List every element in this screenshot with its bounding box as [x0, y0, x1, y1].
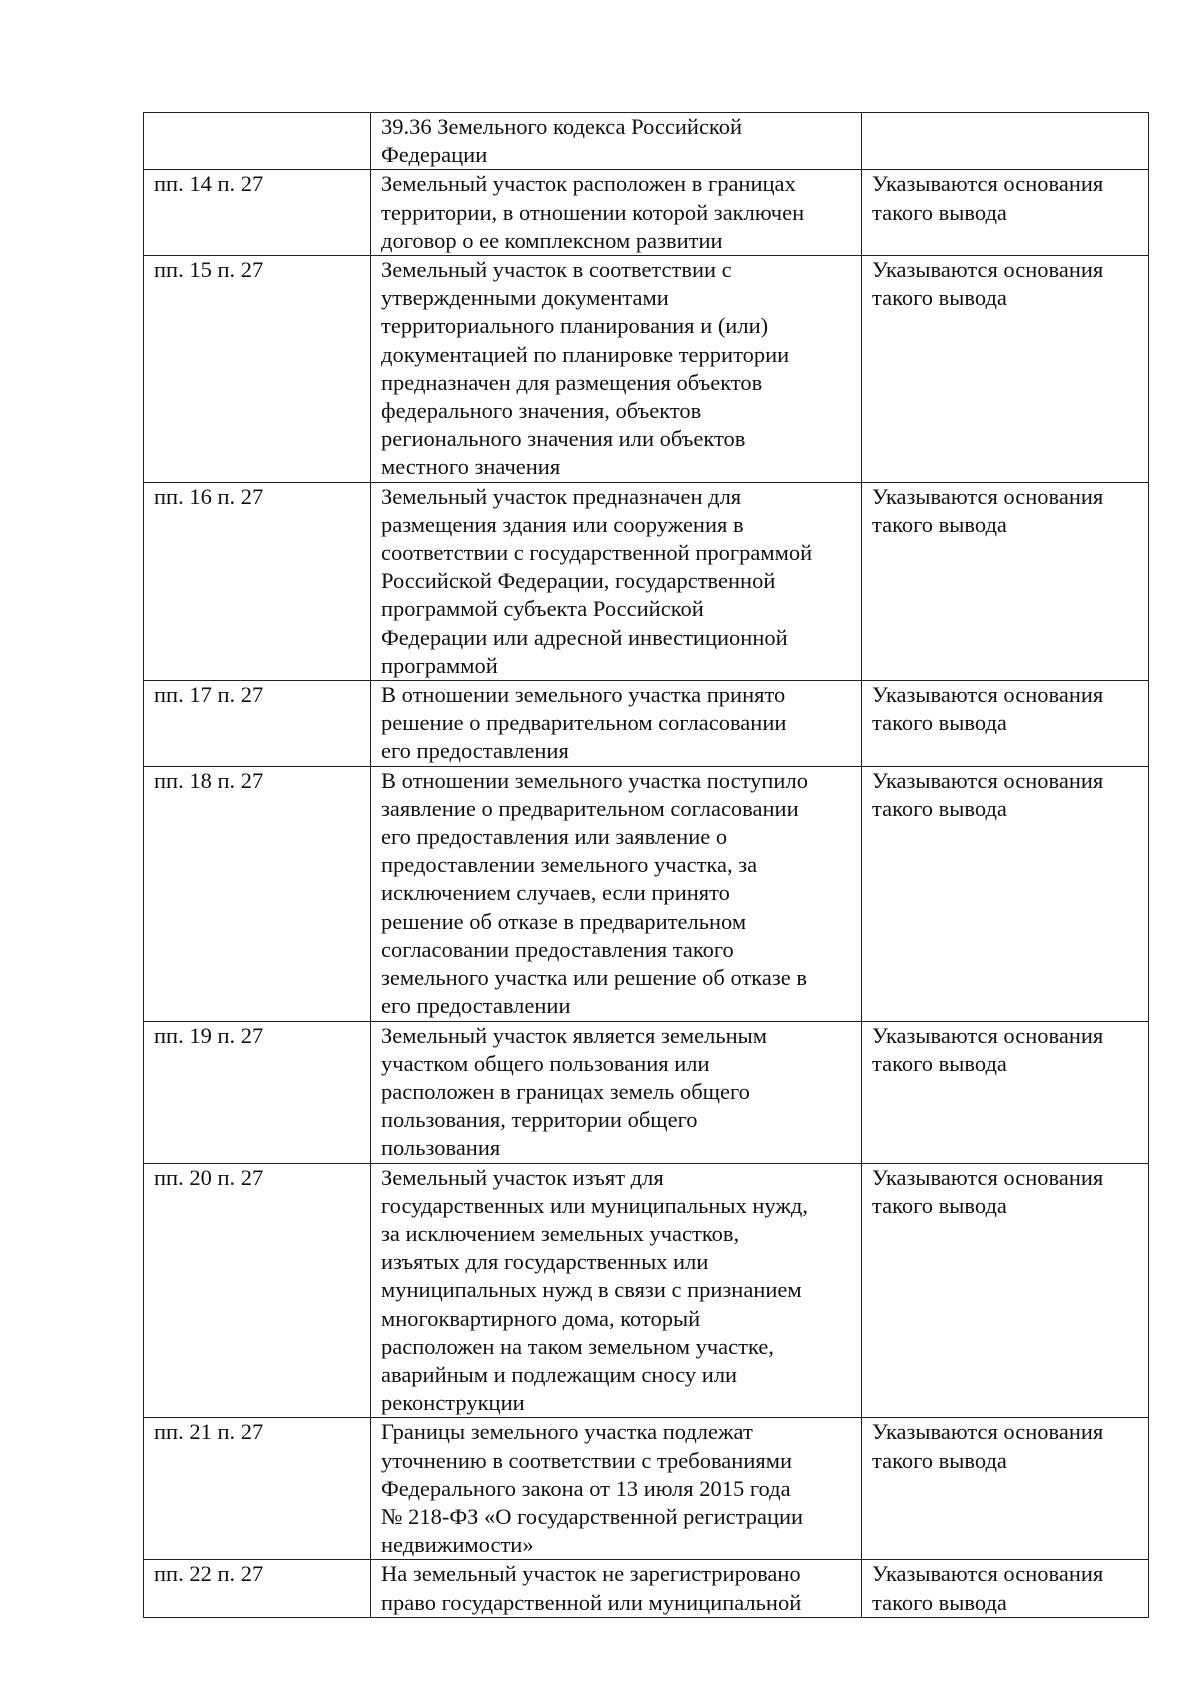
note-cell: Указываются основания такого вывода: [862, 681, 1149, 767]
condition-cell: 39.36 Земельного кодекса Российской Федерации: [371, 113, 862, 170]
condition-cell: Земельный участок в соответствии с утвержденными документами территориального планирования и (или) документацией по планировке территории предназначен для размещения объектов федерального значения, объектов регионального значения или объектов местного значения: [371, 256, 862, 483]
ref-cell: пп. 14 п. 27: [144, 170, 371, 256]
table-row: [144, 681, 1149, 767]
note-cell: Указываются основания такого вывода: [862, 482, 1149, 680]
ref-cell: пп. 22 п. 27: [144, 1560, 371, 1617]
ref-cell: пп. 19 п. 27: [144, 1021, 371, 1163]
table-row: [144, 113, 1149, 170]
table-row: [144, 1021, 1149, 1163]
ref-cell: пп. 16 п. 27: [144, 482, 371, 680]
note-cell: Указываются основания такого вывода: [862, 170, 1149, 256]
condition-cell: Земельный участок расположен в границах территории, в отношении которой заключен договор о ее комплексном развитии: [371, 170, 862, 256]
note-cell: Указываются основания такого вывода: [862, 256, 1149, 483]
condition-cell: На земельный участок не зарегистрировано право государственной или муниципальной: [371, 1560, 862, 1617]
table-row: [144, 766, 1149, 1021]
condition-cell: Земельный участок предназначен для размещения здания или сооружения в соответствии с государственной программой Российской Федерации, государственной программой субъекта Российской Федерации или адресной инвестиционной программой: [371, 482, 862, 680]
ref-cell: пп. 15 п. 27: [144, 256, 371, 483]
table-row: [144, 1163, 1149, 1418]
condition-cell: Земельный участок изъят для государственных или муниципальных нужд, за исключением земельных участков, изъятых для государственных или муниципальных нужд в связи с признанием многоквартирного дома, который расположен на таком земельном участке, аварийным и подлежащим сносу или реконструкции: [371, 1163, 862, 1418]
note-cell: Указываются основания такого вывода: [862, 766, 1149, 1021]
note-cell: Указываются основания такого вывода: [862, 1163, 1149, 1418]
condition-cell: Земельный участок является земельным участком общего пользования или расположен в границах земель общего пользования, территории общего пользования: [371, 1021, 862, 1163]
table-row: [144, 170, 1149, 256]
note-cell: Указываются основания такого вывода: [862, 1418, 1149, 1560]
condition-cell: В отношении земельного участка поступило заявление о предварительном согласовании его предоставления или заявление о предоставлении земельного участка, за исключением случаев, если принято решение об отказе в предварительном согласовании предоставления такого земельного участка или решение об отказе в его предоставлении: [371, 766, 862, 1021]
ref-cell: пп. 18 п. 27: [144, 766, 371, 1021]
condition-cell: Границы земельного участка подлежат уточнению в соответствии с требованиями Федерального закона от 13 июля 2015 года № 218-ФЗ «О государственной регистрации недвижимости»: [371, 1418, 862, 1560]
ref-cell: пп. 20 п. 27: [144, 1163, 371, 1418]
note-cell: Указываются основания такого вывода: [862, 1560, 1149, 1617]
ref-cell: пп. 17 п. 27: [144, 681, 371, 767]
table-row: [144, 482, 1149, 680]
ref-cell: пп. 21 п. 27: [144, 1418, 371, 1560]
note-cell: [862, 113, 1149, 170]
table-row: [144, 256, 1149, 483]
table-row: [144, 1418, 1149, 1560]
note-cell: Указываются основания такого вывода: [862, 1021, 1149, 1163]
ref-cell: [144, 113, 371, 170]
condition-cell: В отношении земельного участка принято решение о предварительном согласовании его предоставления: [371, 681, 862, 767]
grounds-table: [143, 112, 1149, 1618]
table-row: [144, 1560, 1149, 1617]
